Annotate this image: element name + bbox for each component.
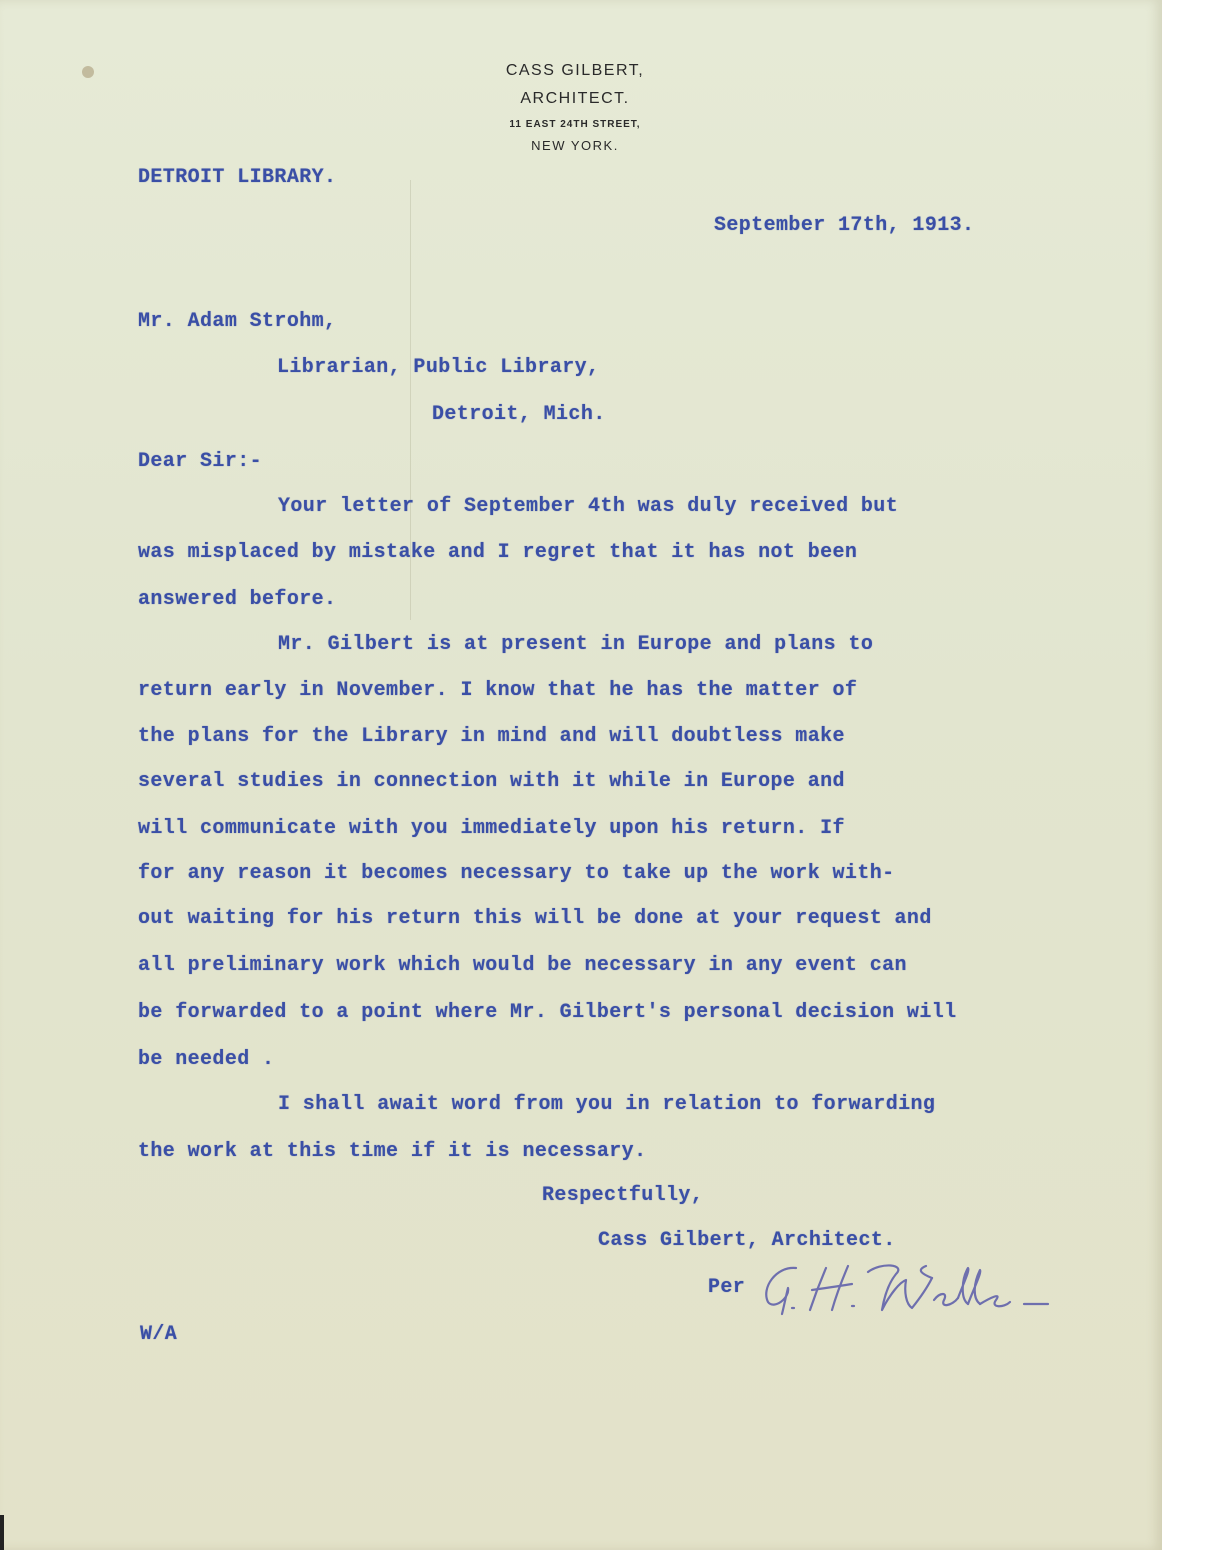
recipient-name: Mr. Adam Strohm, <box>138 310 337 333</box>
body-line: be needed . <box>138 1048 275 1071</box>
handwritten-signature <box>756 1258 1056 1318</box>
body-line: will communicate with you immediately upon his return. If <box>138 817 845 840</box>
body-line: be forwarded to a point where Mr. Gilbert's personal decision will <box>138 1001 957 1024</box>
body-line: out waiting for his return this will be done at your request and <box>138 907 932 930</box>
paper-stain <box>82 66 94 78</box>
scan-margin <box>1162 0 1230 1550</box>
body-line: several studies in connection with it while in Europe and <box>138 770 845 793</box>
body-line: Mr. Gilbert is at present in Europe and plans to <box>278 633 874 656</box>
letterhead-city: NEW YORK. <box>531 138 619 153</box>
letterhead-title: ARCHITECT. <box>520 90 630 107</box>
body-line: Your letter of September 4th was duly received but <box>278 495 899 518</box>
typist-initials: W/A <box>140 1323 178 1346</box>
recipient-position: Librarian, Public Library, <box>277 356 600 379</box>
body-line: answered before. <box>138 588 337 611</box>
recipient-location: Detroit, Mich. <box>432 403 606 426</box>
file-tag: DETROIT LIBRARY. <box>138 166 337 189</box>
salutation: Dear Sir:- <box>138 450 263 473</box>
body-line: was misplaced by mistake and I regret that it has not been <box>138 541 858 564</box>
body-line: all preliminary work which would be necessary in any event can <box>138 954 907 977</box>
body-line: return early in November. I know that he has the matter of <box>138 679 858 702</box>
body-line: the work at this time if it is necessary. <box>138 1140 647 1163</box>
body-line: the plans for the Library in mind and will doubtless make <box>138 725 845 748</box>
body-line: for any reason it becomes necessary to take up the work with- <box>138 862 895 885</box>
letterhead-address: 11 EAST 24TH STREET, <box>509 119 641 130</box>
closing: Respectfully, <box>542 1184 704 1207</box>
body-line: I shall await word from you in relation to forwarding <box>278 1093 936 1116</box>
letter-date: September 17th, 1913. <box>714 214 975 237</box>
letterhead-name: CASS GILBERT, <box>505 62 645 79</box>
signer-name: Cass Gilbert, Architect. <box>598 1229 896 1252</box>
per-label: Per <box>708 1276 746 1299</box>
scan-edge-mark <box>0 1515 4 1550</box>
